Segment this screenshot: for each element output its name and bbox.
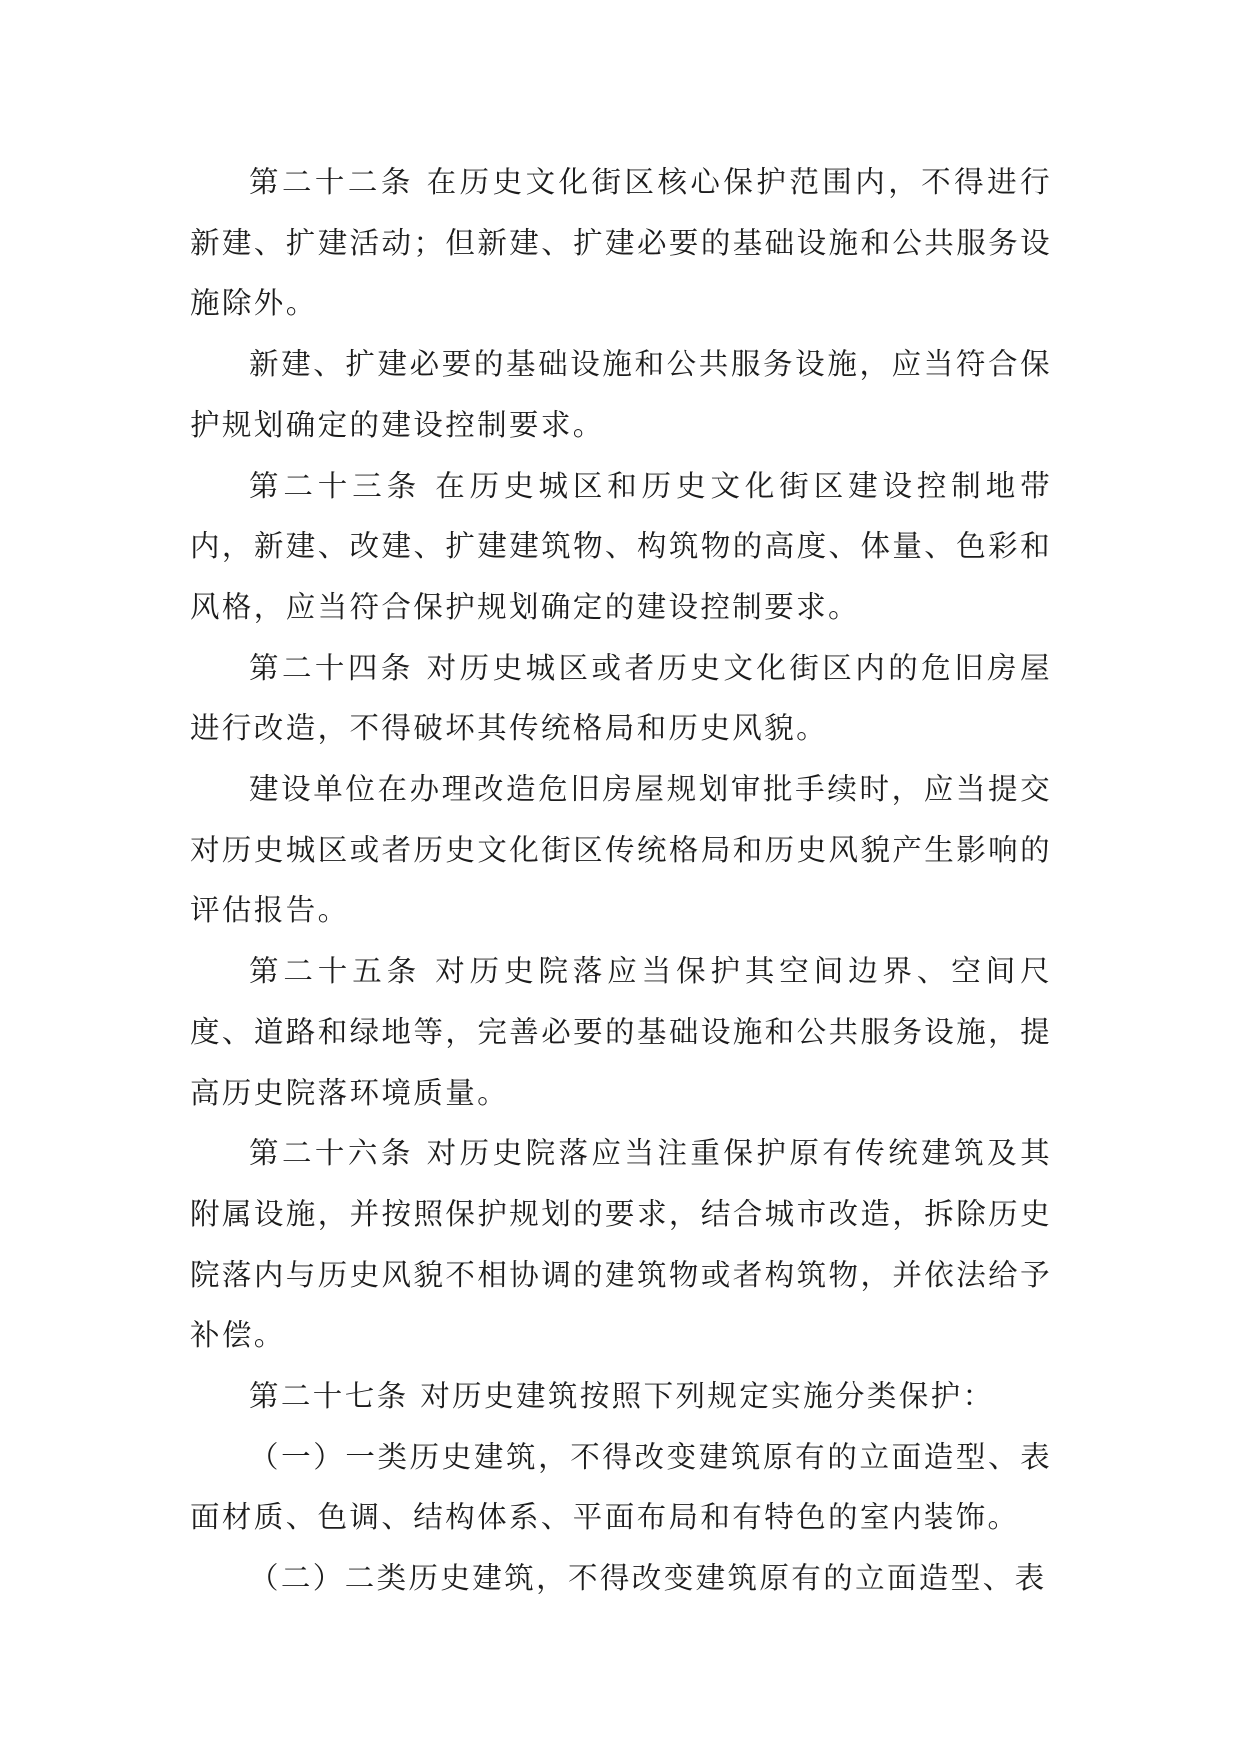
article-27-item-1: （一）一类历史建筑，不得改变建筑原有的立面造型、表面材质、色调、结构体系、平面布局和有特色的室内装饰。 (190, 1439, 1052, 1535)
article-24-second-paragraph: 建设单位在办理改造危旧房屋规划审批手续时，应当提交对历史城区或者历史文化街区传统格局和历史风貌产生影响的评估报告。 (190, 772, 1052, 928)
article-25-paragraph: 第二十五条 对历史院落应当保护其空间边界、空间尺度、道路和绿地等，完善必要的基础设施和公共服务设施，提高历史院落环境质量。 (190, 954, 1052, 1110)
article-27-paragraph: 第二十七条 对历史建筑按照下列规定实施分类保护： (249, 1379, 995, 1414)
article-23-paragraph: 第二十三条 在历史城区和历史文化街区建设控制地带内，新建、改建、扩建建筑物、构筑物的高度、体量、色彩和风格，应当符合保护规划确定的建设控制要求。 (190, 468, 1052, 624)
document-page (190, 152, 1052, 1609)
article-26-paragraph: 第二十六条 对历史院落应当注重保护原有传统建筑及其附属设施，并按照保护规划的要求，结合城市改造，拆除历史院落内与历史风貌不相协调的建筑物或者构筑物，并依法给予补偿。 (190, 1136, 1052, 1353)
article-22-paragraph: 第二十二条 在历史文化街区核心保护范围内，不得进行新建、扩建活动；但新建、扩建必要的基础设施和公共服务设施除外。 (190, 165, 1052, 321)
article-27-item-2: （二）二类历史建筑，不得改变建筑原有的立面造型、表 (249, 1561, 1047, 1596)
article-24-paragraph: 第二十四条 对历史城区或者历史文化街区内的危旧房屋进行改造，不得破坏其传统格局和历史风貌。 (190, 650, 1052, 746)
article-22-second-paragraph: 新建、扩建必要的基础设施和公共服务设施，应当符合保护规划确定的建设控制要求。 (190, 347, 1052, 442)
